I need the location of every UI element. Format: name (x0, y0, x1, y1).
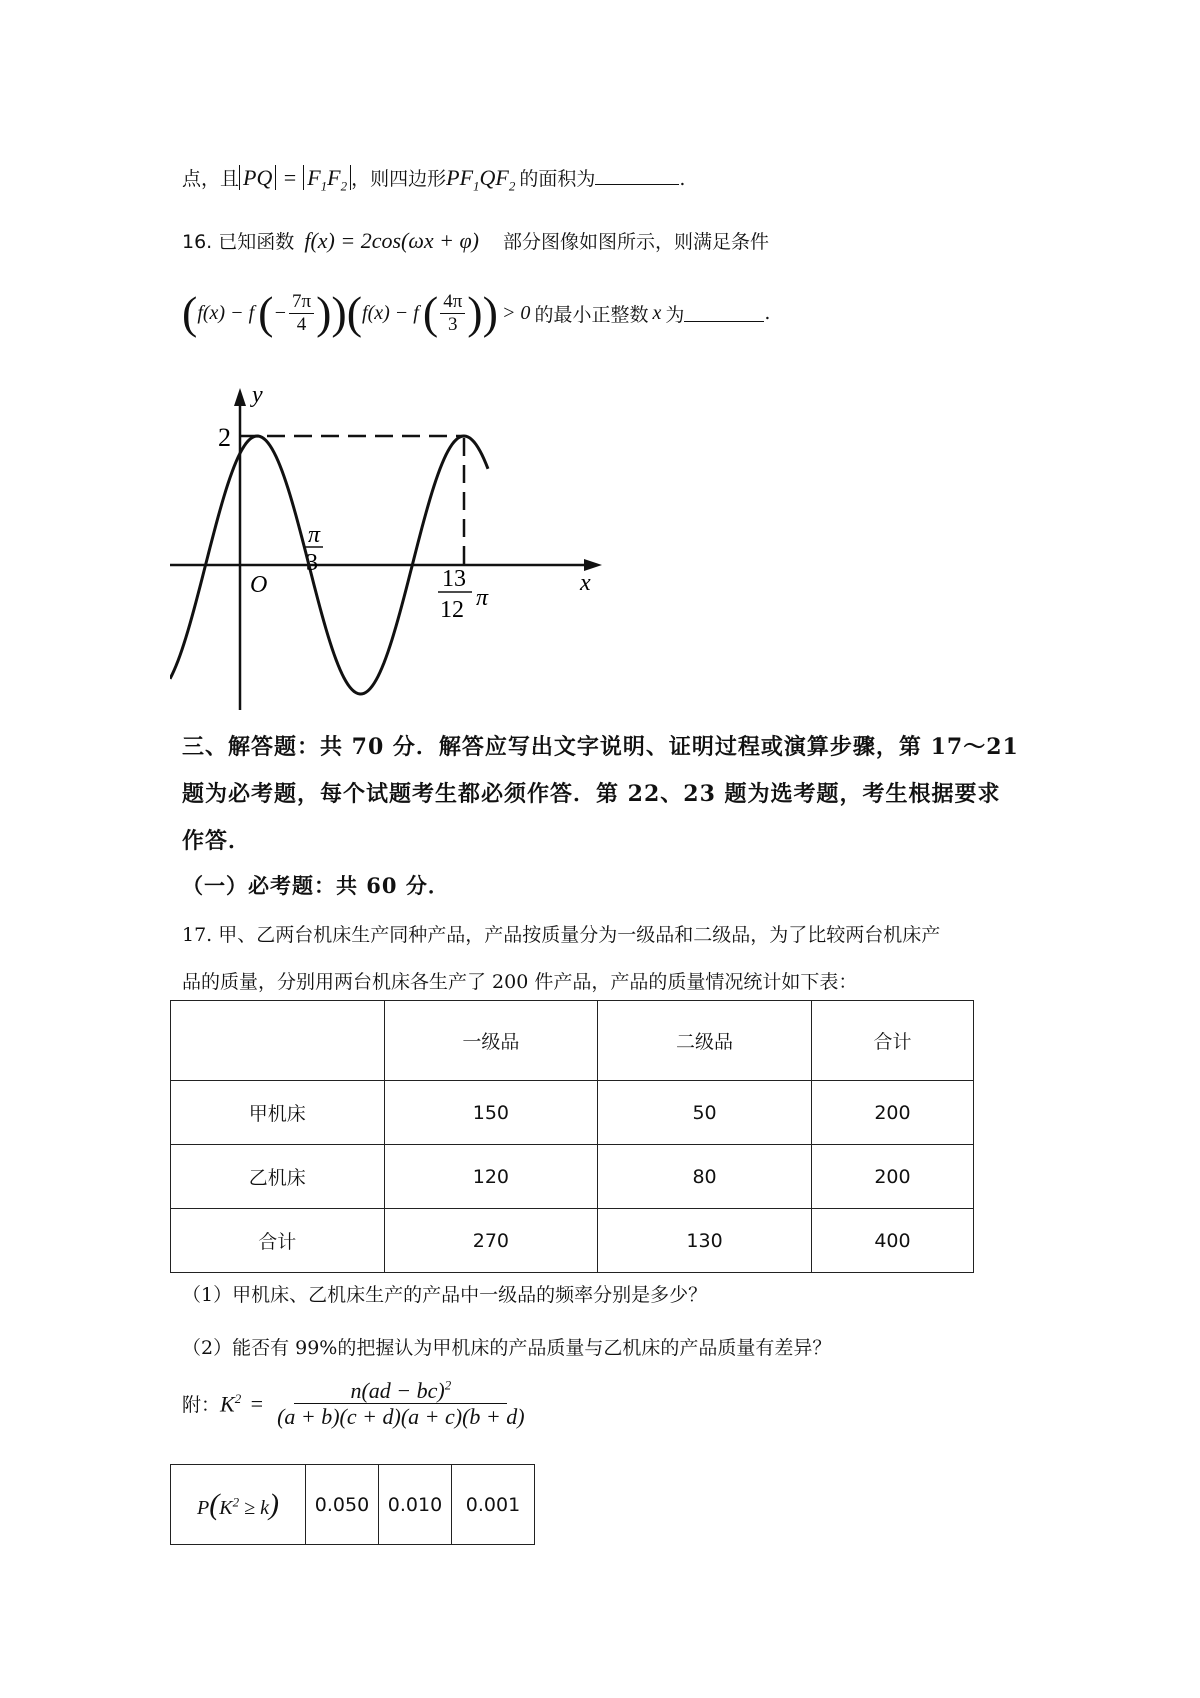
tick-13-den: 12 (440, 597, 464, 623)
q16-period: . (764, 302, 771, 324)
x-axis-label: x (580, 570, 591, 596)
table-header-cell: 合计 (811, 1001, 973, 1081)
table-cell: 80 (598, 1145, 812, 1209)
q17-line1: 17. 甲、乙两台机床生产同种产品，产品按质量分为一级品和二级品，为了比较两台机床产 (182, 924, 941, 946)
condition-part-b: f(x) − f (362, 301, 419, 324)
probability-label-cell: $P(K^2 \ge k)$ (171, 1465, 306, 1545)
table-header-cell: 一级品 (384, 1001, 598, 1081)
condition-part-a: f(x) − f (197, 301, 255, 324)
quadrilateral-name: $PF_1QF_2$ (446, 165, 516, 194)
q16-rest: 部分图像如图所示，则满足条件 (503, 231, 770, 253)
tick-13-pi: π (476, 585, 489, 611)
section3-line1: 三、解答题：共 70 分．解答应写出文字说明、证明过程或演算步骤，第 17～21 (182, 734, 1019, 760)
table-header-cell: 二级品 (598, 1001, 812, 1081)
table-cell (171, 1001, 385, 1081)
probability-value-cell: 0.001 (452, 1465, 535, 1545)
pi-over-3-den: 3 (306, 550, 318, 576)
cosine-graph (170, 380, 630, 720)
table-row (171, 1209, 974, 1273)
q16-intro: 已知函数 (218, 231, 295, 253)
formula-equals: = (249, 1390, 265, 1416)
fraction-7pi-4: $\frac{7\pi}{4}$ (289, 291, 314, 336)
q16-condition: ( f(x) − f ( − $\frac{7\pi}{4}$ ) ) ( f(x) − f ( $\frac{4\pi}{3}$ ) ) > 0 的最小正整数 x 为 . (182, 287, 771, 338)
condition-text: 的最小正整数 (534, 303, 649, 326)
abs-pq: PQ (239, 165, 276, 190)
top-line (182, 164, 685, 194)
y-axis-arrow (234, 388, 246, 406)
table-row (171, 1081, 974, 1145)
q16-function: f(x) = 2cos(ωx + φ) (304, 228, 479, 253)
section3-sub: （一）必考题：共 60 分． (182, 873, 450, 898)
tick-13-num: 13 (442, 566, 466, 592)
probability-value-cell: 0.010 (379, 1465, 452, 1545)
max-value-label: 2 (218, 423, 231, 452)
table-cell: 甲机床 (171, 1081, 385, 1145)
top-line-post: 的面积为 (519, 168, 596, 190)
q17-part2: （2）能否有 99%的把握认为甲机床的产品质量与乙机床的产品质量有差异？ (182, 1337, 832, 1359)
table-cell: 270 (384, 1209, 598, 1273)
probability-table (170, 1464, 535, 1545)
top-line-mid: ，则四边形 (351, 168, 447, 190)
var-x: x (652, 301, 662, 324)
table-cell: 200 (811, 1145, 973, 1209)
fraction-4pi-3: $\frac{4\pi}{3}$ (440, 291, 465, 336)
table-cell: 乙机床 (171, 1145, 385, 1209)
table-cell: 合计 (171, 1209, 385, 1273)
pi-over-3-num: π (308, 522, 321, 548)
top-line-prefix: 点，且 (182, 168, 240, 190)
table-cell: 150 (384, 1081, 598, 1145)
minus-sign: − (273, 301, 287, 324)
origin-label: O (250, 572, 268, 598)
abs-f1f2: $F_1F_2$ (303, 165, 351, 190)
q17-line2: 品的质量，分别用两台机床各生产了 200 件产品，产品的质量情况统计如下表： (182, 971, 858, 993)
appendix-formula (182, 1378, 530, 1430)
q17-part1: （1）甲机床、乙机床生产的产品中一级品的频率分别是多少？ (182, 1284, 708, 1306)
table-header-row (171, 1001, 974, 1081)
probability-value-cell: 0.050 (306, 1465, 379, 1545)
formula-fraction: $\frac{n(ad - bc)^2}{(a + b)(c + d)(a + c)(b + d)}$ (277, 1377, 525, 1430)
equals-sign: = (282, 165, 298, 190)
q16-number: 16. (182, 231, 213, 253)
section3-line2: 题为必考题，每个试题考生都必须作答．第 22、23 题为选考题，考生根据要求 (182, 781, 1001, 807)
y-axis-label: y (252, 382, 263, 408)
k-squared: $K^2$ (220, 1390, 242, 1416)
table-row (171, 1145, 974, 1209)
answer-blank (595, 168, 679, 185)
probability-row (171, 1465, 535, 1545)
greater-than-zero: > 0 (501, 301, 531, 324)
table-cell: 130 (598, 1209, 812, 1273)
condition-end: 为 (665, 303, 685, 326)
table-cell: 200 (811, 1081, 973, 1145)
q16-line1 (182, 227, 769, 254)
quality-table (170, 1000, 974, 1273)
table-cell: 400 (811, 1209, 973, 1273)
appendix-label: 附： (182, 1394, 221, 1417)
table-cell: 50 (598, 1081, 812, 1145)
table-cell: 120 (384, 1145, 598, 1209)
top-line-period: . (679, 168, 686, 190)
answer-blank-q16 (684, 305, 764, 322)
section3-line3: 作答． (182, 828, 252, 854)
